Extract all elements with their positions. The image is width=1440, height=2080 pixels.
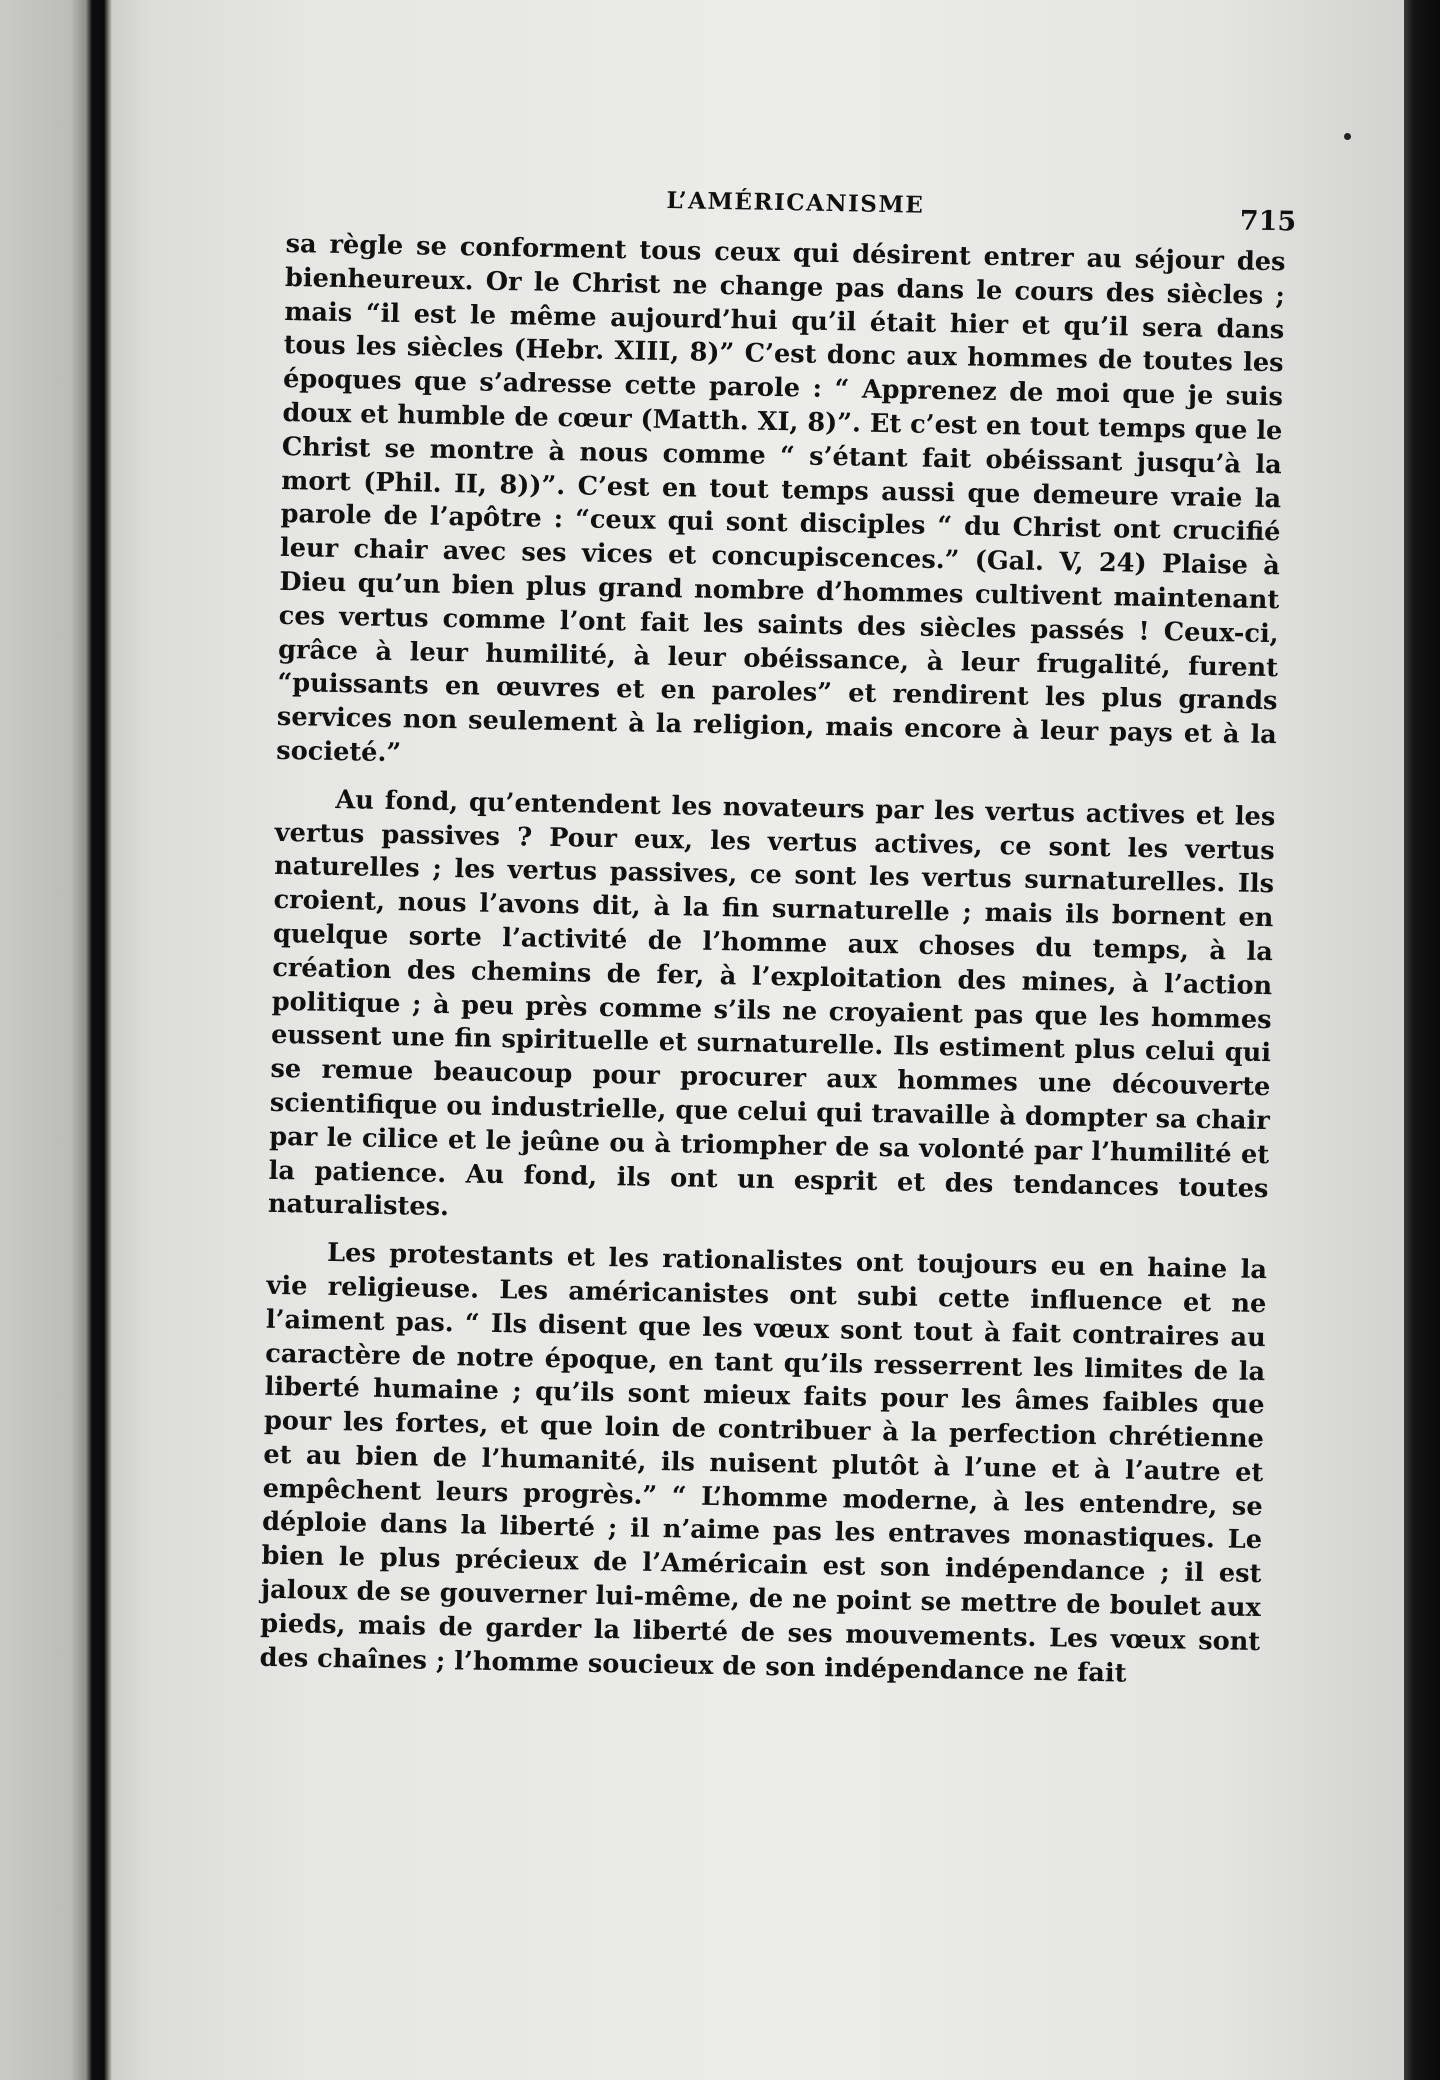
paragraph-3: Les protestants et les rationalistes ont toujours eu en haine la vie religieuse. Les américanistes ont subi cette influence et ne l’aiment pas. “ Ils disent que les vœux sont tout à fait contraires au caractère de notre époque, en tant qu’ils resserrent les limites de la liberté humaine ; qu’ils sont mieux faits pour les âmes faibles que pour les fortes, et que loin de contribuer à la perfection chrétienne et au bien de l’humanité, ils nuisent plutôt à l’une et à l’autre et empêchent leurs progrès.” “ L’homme moderne, à les entendre, se déploie dans la liberté ; il n’aime pas les entraves monastiques. Le bien le plus précieux de l’Américain est son indépendance ; il est jaloux de se gouverner lui-même, de ne point se mettre de boulet aux pieds, mais de garder la liberté de ses mouvements. Les vœux sont des chaînes ; l’homme soucieux de son indépendance ne fait (259, 1238, 1268, 1689)
previous-page-edge (0, 0, 112, 2080)
right-margin-shadow (1404, 0, 1440, 2080)
body-text (259, 228, 1285, 1694)
ink-speck (1344, 133, 1351, 140)
book-page (112, 0, 1404, 2080)
paragraph-2: Au fond, qu’entendent les novateurs par les vertus actives et les vertus passives ? Pour eux, les vertus actives, ce sont les vertus naturelles ; les vertus passives, ce sont les vertus surnaturelles. Ils croient, nous l’avons dit, à la fin surnaturelle ; mais ils bornent en quelque sorte l’activité de l’homme aux choses du temps, à la création des chemins de fer, à l’exploitation des mines, à l’action politique ; à peu près comme s’ils ne croyaient pas que les hommes eussent une fin spirituelle et surnaturelle. Ils estiment plus celui qui se remue beaucoup pour procurer aux hommes une découverte scientifique ou industrielle, que celui qui travaille à dompter sa chair par le cilice et le jeûne ou à triompher de sa volonté par l’humilité et la patience. Au fond, ils ont un esprit et des tendances toutes naturalistes. (267, 784, 1276, 1223)
page-number: 715 (1239, 205, 1297, 238)
page-content (259, 168, 1297, 1694)
paragraph-1: sa règle se conforment tous ceux qui désirent entrer au séjour des bienheureux. Or le Christ ne change pas dans le cours des siècles ; mais “il est le même aujourd’hui qu’il était hier et qu’il sera dans tous les siècles (Hebr. XIII, 8)” C’est donc aux hommes de toutes les époques que s’adresse cette parole : “ Apprenez de moi que je suis doux et humble de cœur (Matth. XI, 8)”. Et c’est en tout temps que le Christ se montre à nous comme “ s’étant fait obéissant jusqu’à la mort (Phil. II, 8))”. C’est en tout temps aussi que demeure vraie la parole de l’apôtre : “ceux qui sont disciples “ du Christ ont crucifié leur chair avec ses vices et concupiscences.” (Gal. V, 24) Plaise à Dieu qu’un bien plus grand nombre d’hommes cultivent maintenant ces vertus comme l’ont fait les saints des siècles passés ! Ceux-ci, grâce à leur humilité, à leur obéissance, à leur frugalité, furent “puissants en œuvres et en paroles” et rendirent les plus grands services non seulement à la religion, mais encore à leur pays et à la societé.” (276, 228, 1286, 769)
running-head-title: L’AMÉRICANISME (666, 186, 925, 219)
